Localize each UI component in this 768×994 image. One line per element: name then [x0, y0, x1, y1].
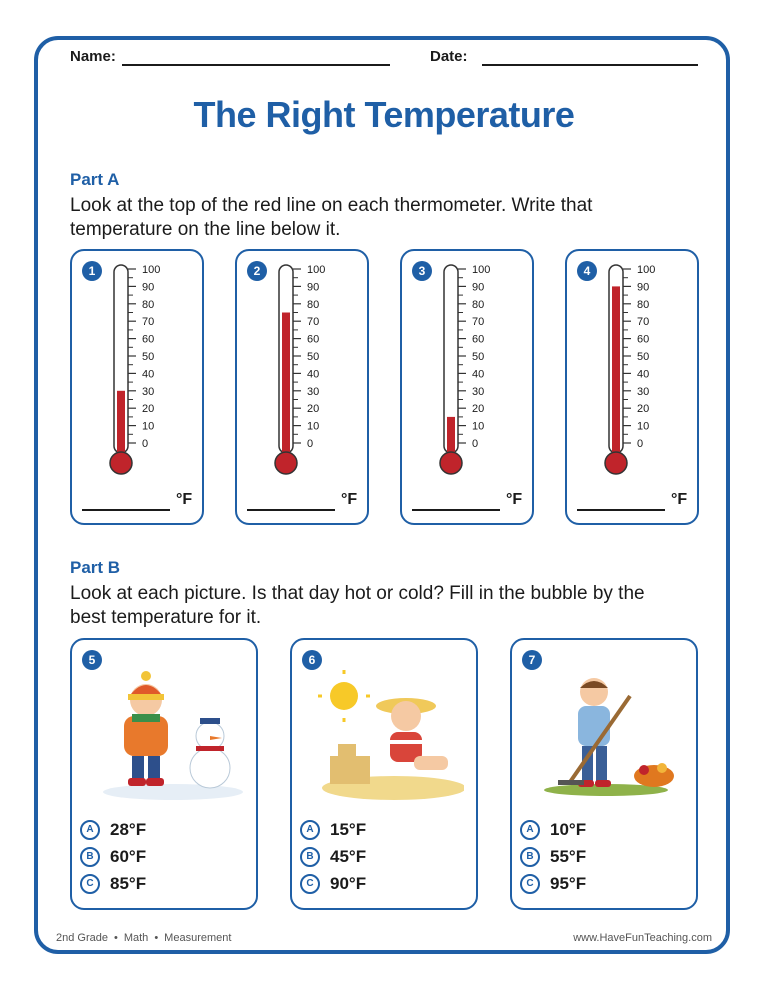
thermometer-number-badge: 1	[82, 261, 102, 281]
tick-label: 60	[637, 333, 650, 346]
answer-bubble[interactable]: B	[520, 847, 540, 867]
answer-line[interactable]	[247, 509, 335, 511]
tick-label: 10	[307, 420, 320, 433]
raking-leaves-child-illustration	[536, 670, 686, 800]
thermometer-card-3	[400, 249, 534, 525]
answer-bubble[interactable]: C	[520, 874, 540, 894]
thermometer	[271, 257, 361, 477]
question-card-6	[290, 638, 478, 910]
answer-text: 15°F	[330, 820, 367, 839]
tick-label: 100	[637, 264, 656, 276]
thermometer-card-2	[235, 249, 369, 525]
question-number-badge: 5	[82, 650, 102, 670]
thermometer-bulb	[275, 452, 297, 474]
fahrenheit-unit: °F	[506, 491, 523, 508]
footer-grade: 2nd Grade	[56, 932, 108, 944]
part-a-instruction-line2: temperature on the line below it.	[70, 219, 341, 240]
answer-bubble[interactable]: B	[80, 847, 100, 867]
tick-label: 90	[472, 281, 485, 294]
part-a-label: Part A	[70, 170, 120, 189]
tick-label: 10	[472, 420, 485, 433]
bullet-dot: •	[154, 932, 159, 944]
footer-subject: Math	[123, 932, 149, 944]
part-b-instruction	[70, 582, 710, 630]
question-number-badge: 7	[522, 650, 542, 670]
tick-label: 20	[637, 403, 650, 416]
part-b-instruction-line2: best temperature for it.	[70, 607, 262, 628]
tick-label: 0	[637, 438, 644, 450]
tick-label: 70	[637, 316, 650, 329]
tick-label: 0	[307, 438, 314, 450]
tick-label: 30	[472, 385, 485, 398]
thermometer	[106, 257, 196, 477]
thermometer-card-1	[70, 249, 204, 525]
tick-label: 80	[307, 298, 320, 311]
part-a-instruction-line1: Look at the top of the red line on each thermometer. Write that	[70, 195, 593, 216]
mercury-column	[117, 391, 125, 457]
answer-text: 10°F	[550, 820, 587, 839]
answer-text: 28°F	[110, 820, 147, 839]
question-number-badge: 6	[302, 650, 322, 670]
page-title: The Right Temperature	[193, 94, 575, 135]
tick-label: 60	[472, 333, 485, 346]
tick-label: 60	[307, 333, 320, 346]
part-a-instruction	[70, 194, 710, 242]
answer-bubble[interactable]: A	[520, 820, 540, 840]
tick-label: 90	[142, 281, 155, 294]
part-b-instruction-line1: Look at each picture. Is that day hot or cold? Fill in the bubble by the	[70, 583, 645, 604]
mercury-column	[282, 313, 290, 458]
tick-label: 60	[142, 333, 155, 346]
tick-label: 40	[142, 368, 155, 381]
question-card-7	[510, 638, 698, 910]
thermometer	[436, 257, 526, 477]
fahrenheit-unit: °F	[671, 491, 688, 508]
footer-website: www.HaveFunTeaching.com	[573, 932, 712, 944]
fahrenheit-unit: °F	[341, 491, 358, 508]
answer-text: 95°F	[550, 874, 587, 893]
tick-label: 50	[637, 351, 650, 363]
answer-bubble[interactable]: B	[300, 847, 320, 867]
answer-text: 45°F	[330, 847, 367, 866]
answer-bubble[interactable]: A	[300, 820, 320, 840]
tick-label: 10	[637, 420, 650, 433]
tick-label: 100	[307, 264, 326, 276]
thermometer-number-badge: 2	[247, 261, 267, 281]
thermometer-number-badge: 4	[577, 261, 597, 281]
answer-line[interactable]	[412, 509, 500, 511]
answer-text: 90°F	[330, 874, 367, 893]
thermometer-card-4	[565, 249, 699, 525]
tick-label: 30	[307, 385, 320, 398]
thermometer-bulb	[110, 452, 132, 474]
name-line[interactable]	[122, 64, 390, 66]
answer-bubble[interactable]: C	[80, 874, 100, 894]
mercury-column	[447, 417, 455, 457]
tick-label: 50	[472, 351, 485, 363]
fahrenheit-unit: °F	[176, 491, 193, 508]
tick-label: 90	[307, 281, 320, 294]
name-label: Name:	[70, 48, 116, 65]
bullet-dot: •	[113, 932, 118, 944]
footer-left	[56, 932, 231, 944]
tick-label: 30	[142, 385, 155, 398]
answer-text: 85°F	[110, 874, 147, 893]
tick-label: 80	[142, 298, 155, 311]
tick-label: 100	[142, 264, 161, 276]
sandcastle-child-illustration	[314, 670, 464, 800]
answer-bubble[interactable]: C	[300, 874, 320, 894]
question-card-5	[70, 638, 258, 910]
tick-label: 40	[637, 368, 650, 381]
tick-label: 80	[472, 298, 485, 311]
tick-label: 70	[307, 316, 320, 329]
tick-label: 0	[472, 438, 479, 450]
thermometer-number-badge: 3	[412, 261, 432, 281]
tick-label: 20	[142, 403, 155, 416]
tick-label: 80	[637, 298, 650, 311]
tick-label: 100	[472, 264, 491, 276]
tick-label: 50	[307, 351, 320, 363]
snowman-child-illustration	[98, 670, 248, 800]
thermometer-bulb	[605, 452, 627, 474]
date-label: Date:	[430, 48, 468, 65]
tick-label: 30	[637, 385, 650, 398]
answer-text: 60°F	[110, 847, 147, 866]
tick-label: 50	[142, 351, 155, 363]
footer-topic: Measurement	[164, 932, 232, 944]
answer-line[interactable]	[82, 509, 170, 511]
answer-bubble[interactable]: A	[80, 820, 100, 840]
mercury-column	[612, 286, 620, 457]
tick-label: 10	[142, 420, 155, 433]
tick-label: 0	[142, 438, 149, 450]
answer-line[interactable]	[577, 509, 665, 511]
tick-label: 90	[637, 281, 650, 294]
tick-label: 40	[307, 368, 320, 381]
date-line[interactable]	[482, 64, 698, 66]
tick-label: 40	[472, 368, 485, 381]
part-b-label: Part B	[70, 558, 121, 577]
answer-text: 55°F	[550, 847, 587, 866]
tick-label: 20	[472, 403, 485, 416]
tick-label: 70	[142, 316, 155, 329]
thermometer-bulb	[440, 452, 462, 474]
tick-label: 20	[307, 403, 320, 416]
thermometer	[601, 257, 691, 477]
tick-label: 70	[472, 316, 485, 329]
